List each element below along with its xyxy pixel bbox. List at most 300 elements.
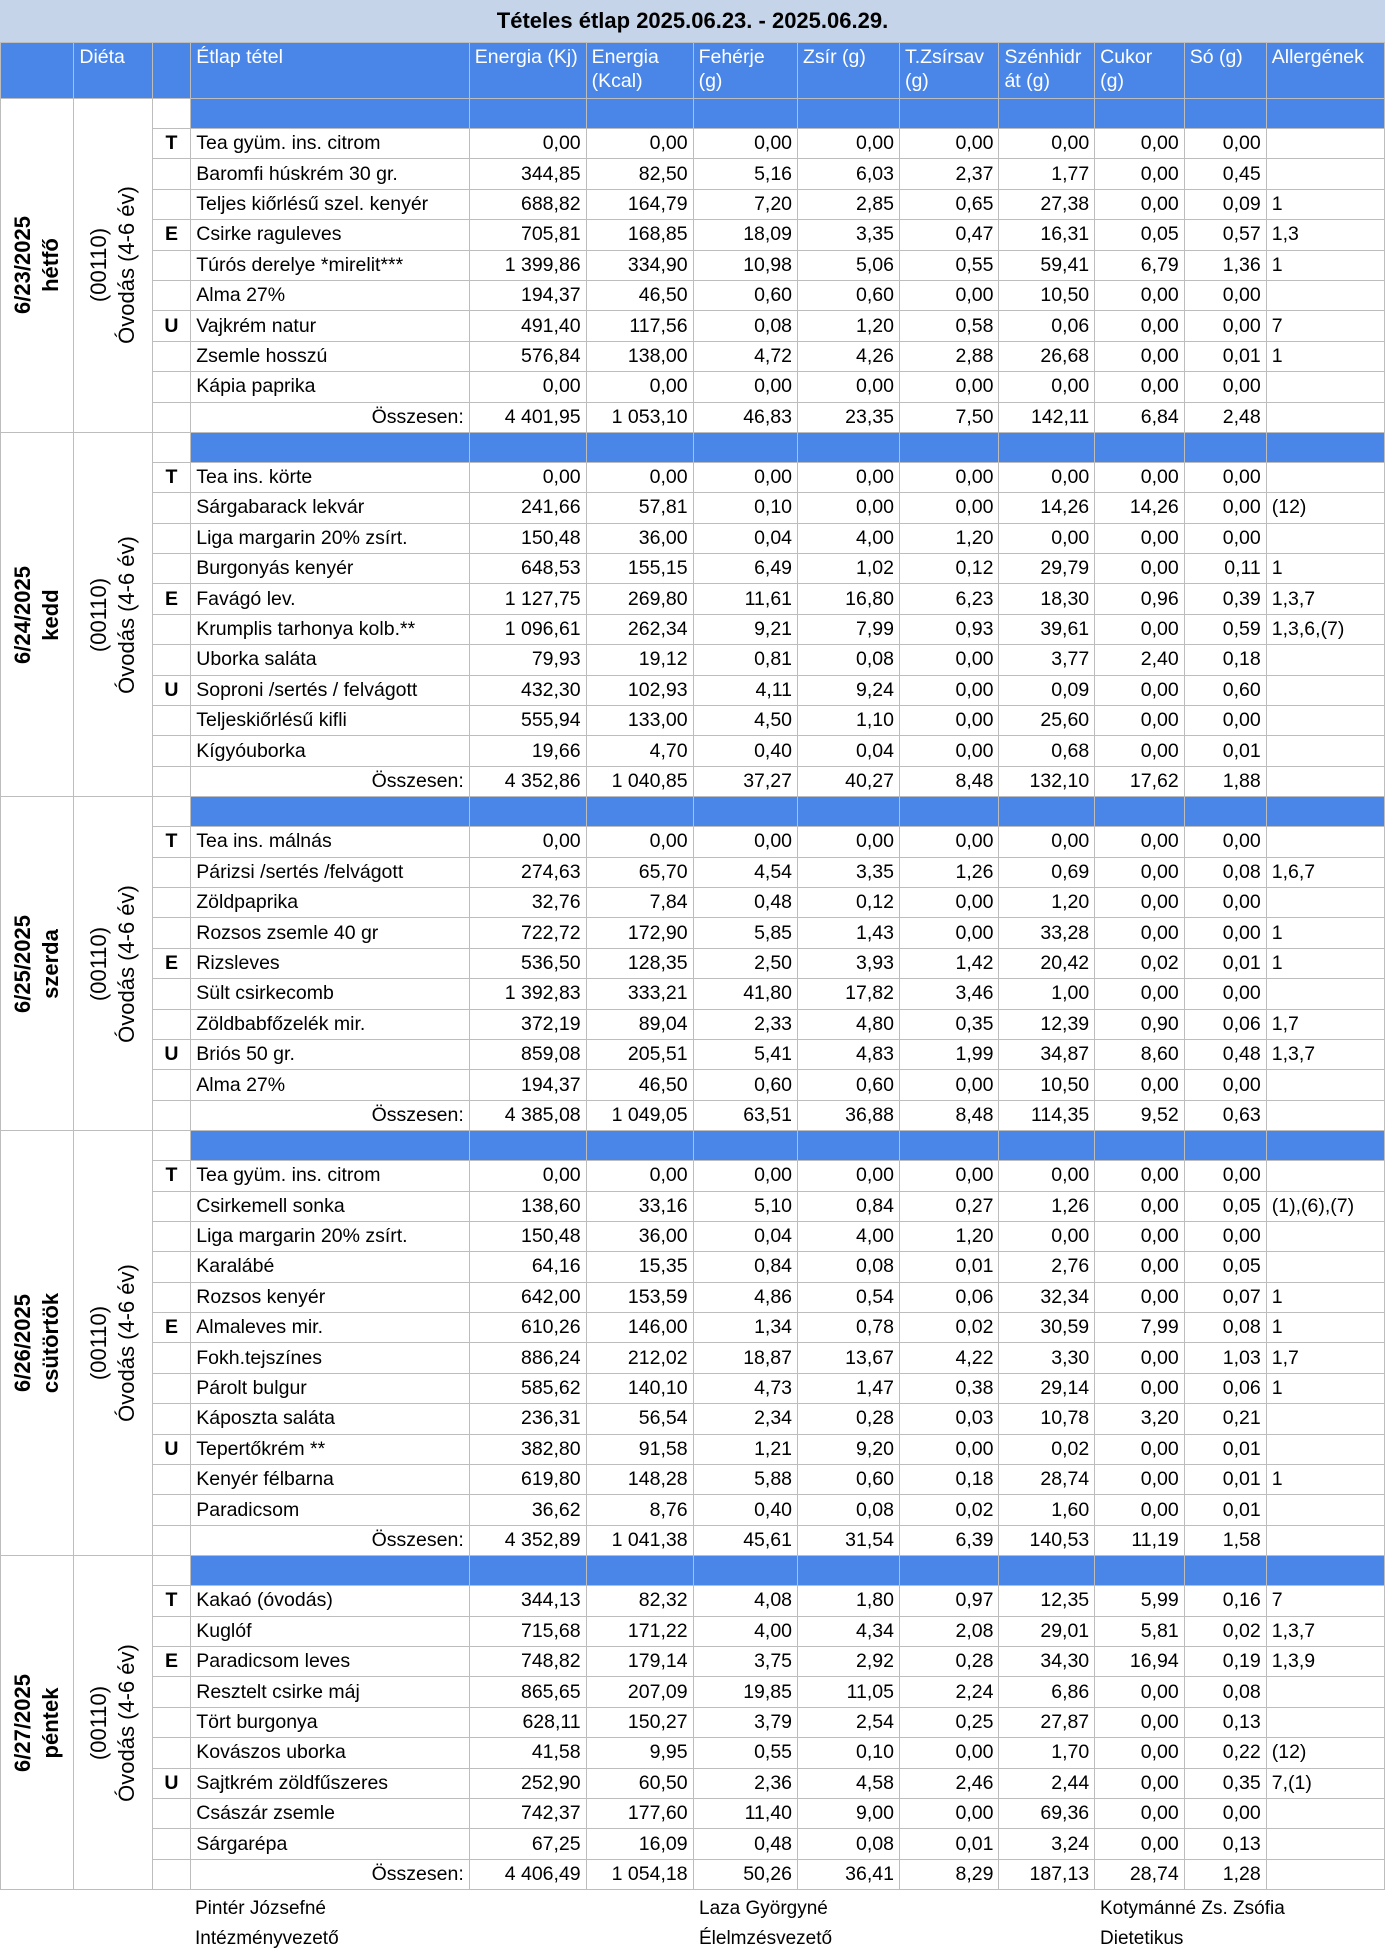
spacer-fill-cell [586,1556,693,1586]
item-protein: 10,98 [693,250,797,280]
item-kcal: 128,35 [586,948,693,978]
spacer-fill-cell [693,1556,797,1586]
item-salt: 0,60 [1184,675,1266,705]
item-kj: 742,37 [469,1798,586,1828]
spacer-fill-cell [899,1556,998,1586]
item-kcal: 0,00 [586,827,693,857]
item-fat: 9,00 [798,1798,900,1828]
item-satfat: 2,46 [899,1768,998,1798]
meal-code: U [152,675,191,705]
menu-item-row [1,645,1385,675]
total-allergen-cell [1266,1100,1384,1130]
menu-item-row [1,1434,1385,1464]
item-carb: 1,77 [999,159,1095,189]
spacer-fill-cell [899,432,998,462]
item-allergens [1266,1161,1384,1191]
day-date-label [9,1674,65,1772]
item-salt: 0,16 [1184,1586,1266,1616]
item-satfat: 1,42 [899,948,998,978]
item-protein: 0,48 [693,1829,797,1859]
total-code-cell [152,1525,191,1555]
item-salt: 0,00 [1184,372,1266,402]
item-fat: 0,08 [798,1829,900,1859]
meal-code [152,1009,191,1039]
item-sugar: 0,00 [1095,1161,1185,1191]
header-cell: Energia (Kcal) [586,43,693,99]
item-satfat: 0,00 [899,645,998,675]
total-kcal: 1 040,85 [586,766,693,796]
spacer-fill-cell [798,432,900,462]
menu-item-row [1,493,1385,523]
item-name: Krumplis tarhonya kolb.** [191,614,470,644]
item-protein: 11,40 [693,1798,797,1828]
item-satfat: 0,55 [899,250,998,280]
item-kcal: 148,28 [586,1465,693,1495]
item-protein: 0,40 [693,736,797,766]
spacer-fill-cell [693,99,797,129]
spacer-fill-cell [1184,1556,1266,1586]
item-salt: 0,00 [1184,280,1266,310]
day-date: 6/23/2025 [10,216,36,315]
item-sugar: 0,00 [1095,857,1185,887]
menu-item-row [1,1616,1385,1646]
spacer-fill-cell [586,99,693,129]
spacer-fill-cell [899,797,998,827]
item-protein: 5,16 [693,159,797,189]
item-carb: 29,79 [999,554,1095,584]
item-fat: 9,24 [798,675,900,705]
item-protein: 19,85 [693,1677,797,1707]
spacer-fill-cell [469,99,586,129]
item-kcal: 0,00 [586,129,693,159]
item-salt: 0,13 [1184,1707,1266,1737]
total-sugar: 28,74 [1095,1859,1185,1889]
item-allergens [1266,372,1384,402]
item-carb: 1,70 [999,1738,1095,1768]
meal-code: T [152,1586,191,1616]
header-cell [152,43,191,99]
item-satfat: 0,00 [899,1798,998,1828]
item-salt: 0,57 [1184,220,1266,250]
item-name: Párizsi /sertés /felvágott [191,857,470,887]
item-kcal: 212,02 [586,1343,693,1373]
item-sugar: 0,00 [1095,1434,1185,1464]
meal-code [152,1465,191,1495]
item-salt: 0,18 [1184,645,1266,675]
meal-code [152,887,191,917]
item-kj: 555,94 [469,706,586,736]
item-satfat: 0,00 [899,493,998,523]
menu-item-row [1,1404,1385,1434]
item-carb: 10,50 [999,1070,1095,1100]
diet-label [85,536,141,694]
item-carb: 29,14 [999,1373,1095,1403]
item-kj: 150,48 [469,523,586,553]
item-protein: 3,75 [693,1646,797,1676]
item-allergens: 1,3,9 [1266,1646,1384,1676]
item-fat: 0,12 [798,887,900,917]
meal-code [152,1373,191,1403]
item-kj: 241,66 [469,493,586,523]
meal-code [152,1404,191,1434]
item-carb: 20,42 [999,948,1095,978]
item-salt: 0,13 [1184,1829,1266,1859]
day-spacer-row [1,1556,1385,1586]
header-cell: Zsír (g) [798,43,900,99]
meal-code [152,1343,191,1373]
item-sugar: 16,94 [1095,1646,1185,1676]
item-fat: 0,84 [798,1191,900,1221]
total-carb: 187,13 [999,1859,1095,1889]
item-satfat: 0,00 [899,462,998,492]
meal-code: T [152,1161,191,1191]
item-satfat: 0,00 [899,372,998,402]
diet-cell [74,99,152,433]
item-kcal: 333,21 [586,979,693,1009]
item-salt: 0,00 [1184,1798,1266,1828]
item-allergens [1266,887,1384,917]
day-spacer-row [1,1131,1385,1161]
item-kj: 715,68 [469,1616,586,1646]
total-protein: 46,83 [693,402,797,432]
menu-item-row [1,1798,1385,1828]
item-salt: 0,00 [1184,129,1266,159]
item-salt: 0,01 [1184,1495,1266,1525]
item-allergens [1266,1829,1384,1859]
menu-item-row [1,129,1385,159]
menu-item-row [1,1646,1385,1676]
item-sugar: 6,79 [1095,250,1185,280]
item-sugar: 0,00 [1095,159,1185,189]
item-protein: 2,34 [693,1404,797,1434]
item-salt: 0,00 [1184,827,1266,857]
total-satfat: 8,48 [899,766,998,796]
item-sugar: 0,00 [1095,1677,1185,1707]
item-protein: 41,80 [693,979,797,1009]
item-kcal: 262,34 [586,614,693,644]
item-kj: 0,00 [469,827,586,857]
spacer-fill-cell [899,99,998,129]
item-kcal: 82,32 [586,1586,693,1616]
item-kj: 194,37 [469,280,586,310]
item-salt: 0,45 [1184,159,1266,189]
item-kj: 705,81 [469,220,586,250]
menu-item-row [1,857,1385,887]
total-allergen-cell [1266,1859,1384,1889]
item-kcal: 140,10 [586,1373,693,1403]
meal-code [152,857,191,887]
item-fat: 4,80 [798,1009,900,1039]
total-protein: 63,51 [693,1100,797,1130]
menu-item-row [1,280,1385,310]
menu-item-row [1,1495,1385,1525]
total-protein: 45,61 [693,1525,797,1555]
signature-director [195,1894,339,1954]
header-cell: Étlap tétel [191,43,470,99]
item-kcal: 0,00 [586,372,693,402]
menu-item-row [1,341,1385,371]
day-date: 6/27/2025 [10,1673,36,1772]
spacer-fill-cell [191,99,470,129]
item-kcal: 9,95 [586,1738,693,1768]
item-kj: 585,62 [469,1373,586,1403]
item-name: Paradicsom [191,1495,470,1525]
diet-code: (00110) [86,228,112,303]
total-salt: 2,48 [1184,402,1266,432]
item-fat: 3,35 [798,220,900,250]
day-date: 6/24/2025 [10,565,36,664]
item-name: Káposzta saláta [191,1404,470,1434]
item-fat: 2,85 [798,189,900,219]
menu-item-row [1,554,1385,584]
item-carb: 3,24 [999,1829,1095,1859]
item-satfat: 0,28 [899,1646,998,1676]
day-date-label [9,217,65,315]
item-name: Resztelt csirke máj [191,1677,470,1707]
item-sugar: 0,00 [1095,706,1185,736]
item-sugar: 0,00 [1095,1373,1185,1403]
item-sugar: 0,00 [1095,341,1185,371]
item-sugar: 0,00 [1095,554,1185,584]
item-allergens: 1,7 [1266,1009,1384,1039]
spacer-fill-cell [469,1131,586,1161]
item-kj: 138,60 [469,1191,586,1221]
item-carb: 0,68 [999,736,1095,766]
signature-name: Pintér Józsefné [195,1898,326,1919]
spacer-fill-cell [1095,1556,1185,1586]
item-kcal: 56,54 [586,1404,693,1434]
total-kj: 4 401,95 [469,402,586,432]
item-carb: 0,02 [999,1434,1095,1464]
item-carb: 1,00 [999,979,1095,1009]
item-kj: 688,82 [469,189,586,219]
diet-cell [74,1131,152,1556]
spacer-fill-cell [586,432,693,462]
item-satfat: 1,99 [899,1039,998,1069]
diet-name: Óvodás (4-6 év) [114,1643,140,1802]
item-kj: 236,31 [469,1404,586,1434]
item-kj: 0,00 [469,372,586,402]
total-salt: 0,63 [1184,1100,1266,1130]
diet-name: Óvodás (4-6 év) [114,1264,140,1423]
item-protein: 4,00 [693,1616,797,1646]
item-satfat: 2,24 [899,1677,998,1707]
item-sugar: 0,90 [1095,1009,1185,1039]
item-sugar: 0,00 [1095,1829,1185,1859]
item-carb: 25,60 [999,706,1095,736]
total-protein: 50,26 [693,1859,797,1889]
item-allergens [1266,1252,1384,1282]
item-protein: 2,33 [693,1009,797,1039]
item-name: Tört burgonya [191,1707,470,1737]
total-kj: 4 352,89 [469,1525,586,1555]
item-protein: 4,54 [693,857,797,887]
menu-item-row [1,1313,1385,1343]
item-kj: 150,48 [469,1221,586,1251]
item-kcal: 138,00 [586,341,693,371]
item-fat: 0,08 [798,645,900,675]
item-sugar: 8,60 [1095,1039,1185,1069]
item-satfat: 0,00 [899,1070,998,1100]
spacer-fill-cell [999,1556,1095,1586]
item-satfat: 0,35 [899,1009,998,1039]
meal-code [152,1677,191,1707]
item-kj: 886,24 [469,1343,586,1373]
item-kj: 576,84 [469,341,586,371]
diet-cell [74,1556,152,1890]
item-salt: 0,08 [1184,1313,1266,1343]
item-name: Briós 50 gr. [191,1039,470,1069]
item-carb: 1,60 [999,1495,1095,1525]
signature-block [0,1894,1385,1954]
item-name: Tepertőkrém ** [191,1434,470,1464]
item-satfat: 0,00 [899,675,998,705]
item-fat: 4,00 [798,523,900,553]
spacer-fill-cell [1266,99,1384,129]
item-kj: 722,72 [469,918,586,948]
item-kj: 372,19 [469,1009,586,1039]
item-salt: 0,01 [1184,1465,1266,1495]
meal-code [152,979,191,1009]
item-kj: 0,00 [469,129,586,159]
item-sugar: 0,05 [1095,220,1185,250]
item-protein: 4,73 [693,1373,797,1403]
item-satfat: 0,00 [899,280,998,310]
item-salt: 0,06 [1184,1373,1266,1403]
item-kj: 344,85 [469,159,586,189]
meal-code [152,706,191,736]
meal-code [152,1191,191,1221]
item-sugar: 0,00 [1095,1798,1185,1828]
item-salt: 0,08 [1184,857,1266,887]
item-allergens [1266,1070,1384,1100]
item-allergens [1266,1677,1384,1707]
item-carb: 3,77 [999,645,1095,675]
item-kcal: 102,93 [586,675,693,705]
item-protein: 0,00 [693,372,797,402]
item-protein: 0,60 [693,280,797,310]
item-fat: 0,08 [798,1495,900,1525]
item-protein: 0,48 [693,887,797,917]
spacer-fill-cell [798,99,900,129]
item-sugar: 5,81 [1095,1616,1185,1646]
item-protein: 0,81 [693,645,797,675]
item-kj: 1 127,75 [469,584,586,614]
item-satfat: 0,01 [899,1829,998,1859]
day-name: kedd [38,588,64,641]
item-kcal: 334,90 [586,250,693,280]
item-fat: 3,93 [798,948,900,978]
item-salt: 0,01 [1184,948,1266,978]
item-fat: 1,43 [798,918,900,948]
item-sugar: 0,00 [1095,675,1185,705]
item-name: Baromfi húskrém 30 gr. [191,159,470,189]
diet-code: (00110) [86,1306,112,1381]
item-kj: 628,11 [469,1707,586,1737]
item-fat: 0,10 [798,1738,900,1768]
item-protein: 0,04 [693,523,797,553]
item-sugar: 0,00 [1095,1768,1185,1798]
item-allergens [1266,1798,1384,1828]
spacer-fill-cell [999,797,1095,827]
item-sugar: 2,40 [1095,645,1185,675]
item-allergens [1266,979,1384,1009]
item-salt: 0,00 [1184,918,1266,948]
item-kcal: 177,60 [586,1798,693,1828]
item-salt: 0,01 [1184,341,1266,371]
item-allergens: 1,6,7 [1266,857,1384,887]
item-protein: 3,79 [693,1707,797,1737]
item-carb: 3,30 [999,1343,1095,1373]
item-salt: 0,08 [1184,1677,1266,1707]
menu-item-row [1,887,1385,917]
item-name: Rozsos zsemle 40 gr [191,918,470,948]
item-kcal: 15,35 [586,1252,693,1282]
item-fat: 6,03 [798,159,900,189]
item-salt: 0,00 [1184,523,1266,553]
item-allergens [1266,523,1384,553]
item-sugar: 0,00 [1095,523,1185,553]
menu-item-row [1,1161,1385,1191]
item-sugar: 0,00 [1095,372,1185,402]
menu-item-row [1,979,1385,1009]
item-fat: 2,92 [798,1646,900,1676]
item-carb: 26,68 [999,341,1095,371]
item-protein: 4,86 [693,1282,797,1312]
total-salt: 1,28 [1184,1859,1266,1889]
menu-item-row [1,1373,1385,1403]
item-allergens: 1 [1266,1373,1384,1403]
spacer-fill-cell [693,797,797,827]
item-protein: 1,34 [693,1313,797,1343]
item-sugar: 0,00 [1095,1282,1185,1312]
item-kcal: 46,50 [586,280,693,310]
item-salt: 1,36 [1184,250,1266,280]
item-kj: 1 096,61 [469,614,586,644]
item-carb: 27,87 [999,1707,1095,1737]
diet-cell [74,432,152,796]
meal-code [152,1221,191,1251]
meal-code [152,1707,191,1737]
meal-code [152,1616,191,1646]
meal-code: T [152,462,191,492]
item-satfat: 0,02 [899,1495,998,1525]
item-carb: 0,00 [999,523,1095,553]
item-fat: 0,28 [798,1404,900,1434]
item-salt: 0,05 [1184,1191,1266,1221]
item-allergens [1266,1707,1384,1737]
spacer-fill-cell [798,1131,900,1161]
menu-item-row [1,918,1385,948]
item-name: Favágó lev. [191,584,470,614]
diet-label [85,1264,141,1422]
item-name: Sárgarépa [191,1829,470,1859]
item-allergens: 7 [1266,311,1384,341]
item-fat: 9,20 [798,1434,900,1464]
total-kj: 4 385,08 [469,1100,586,1130]
item-kcal: 57,81 [586,493,693,523]
item-protein: 5,88 [693,1465,797,1495]
spacer-cell [152,1556,191,1586]
item-carb: 12,35 [999,1586,1095,1616]
meal-code [152,554,191,584]
total-code-cell [152,402,191,432]
spacer-cell [152,1131,191,1161]
menu-item-row [1,1070,1385,1100]
item-allergens: 1,3,6,(7) [1266,614,1384,644]
total-kcal: 1 053,10 [586,402,693,432]
item-name: Kígyóuborka [191,736,470,766]
